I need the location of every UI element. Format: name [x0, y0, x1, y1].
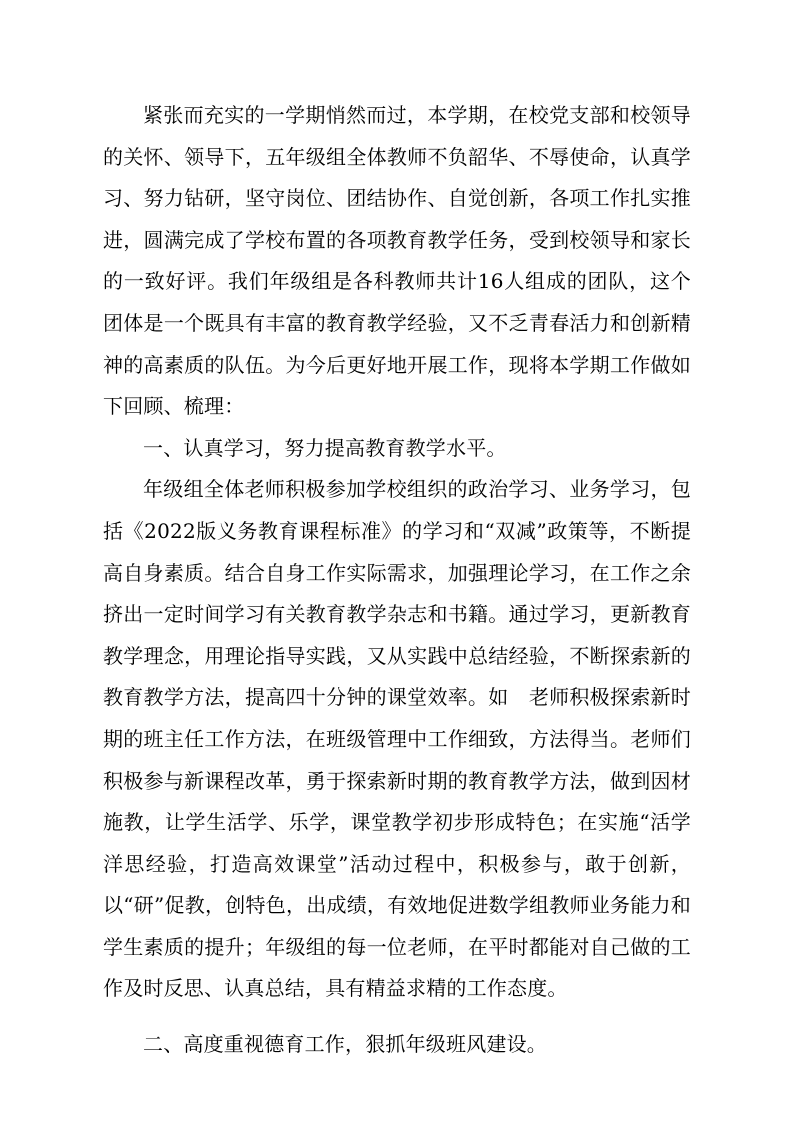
intro-paragraph: 紧张而充实的一学期悄然而过，本学期，在校党支部和校领导的关怀、领导下，五年级组全体教师不负韶华、不辱使命，认真学习、努力钻研，坚守岗位、团结协作、自觉创新，各项工作扎实推进，圆满完成了学校布置的各项教育教学任务，受到校领导和家长的一致好评。我们年级组是各科教师共计16人组成的团队，这个团体是一个既具有丰富的教育教学经验，又不乏青春活力和创新精神的高素质的队伍。为今后更好地开展工作，现将本学期工作做如下回顾、梳理： [103, 103, 691, 419]
section-heading-2: 二、高度重视德育工作，狠抓年级班风建设。 [143, 1032, 547, 1057]
document-body [103, 95, 691, 1066]
section-heading-1: 一、认真学习，努力提高教育教学水平。 [143, 435, 507, 460]
section-1-paragraph: 年级组全体老师积极参加学校组织的政治学习、业务学习，包括《2022版义务教育课程标准》的学习和“双减”政策等，不断提高自身素质。结合自身工作实际需求，加强理论学习，在工作之余挤出一定时间学习有关教育教学杂志和书籍。通过学习，更新教育教学理念，用理论指导实践，又从实践中总结经验，不断探索新的教育教学方法，提高四十分钟的课堂效率。如 老师积极探索新时期的班主任工作方法，在班级管理中工作细致，方法得当。老师们积极参与新课程改革，勇于探索新时期的教育教学方法，做到因材施教，让学生活学、乐学，课堂教学初步形成特色；在实施“活学洋思经验，打造高效课堂”活动过程中，积极参与，敢于创新，以“研”促教，创特色，出成绩，有效地促进数学组教师业务能力和学生素质的提升；年级组的每一位老师，在平时都能对自己做的工作及时反思、认真总结，具有精益求精的工作态度。 [103, 477, 691, 1001]
